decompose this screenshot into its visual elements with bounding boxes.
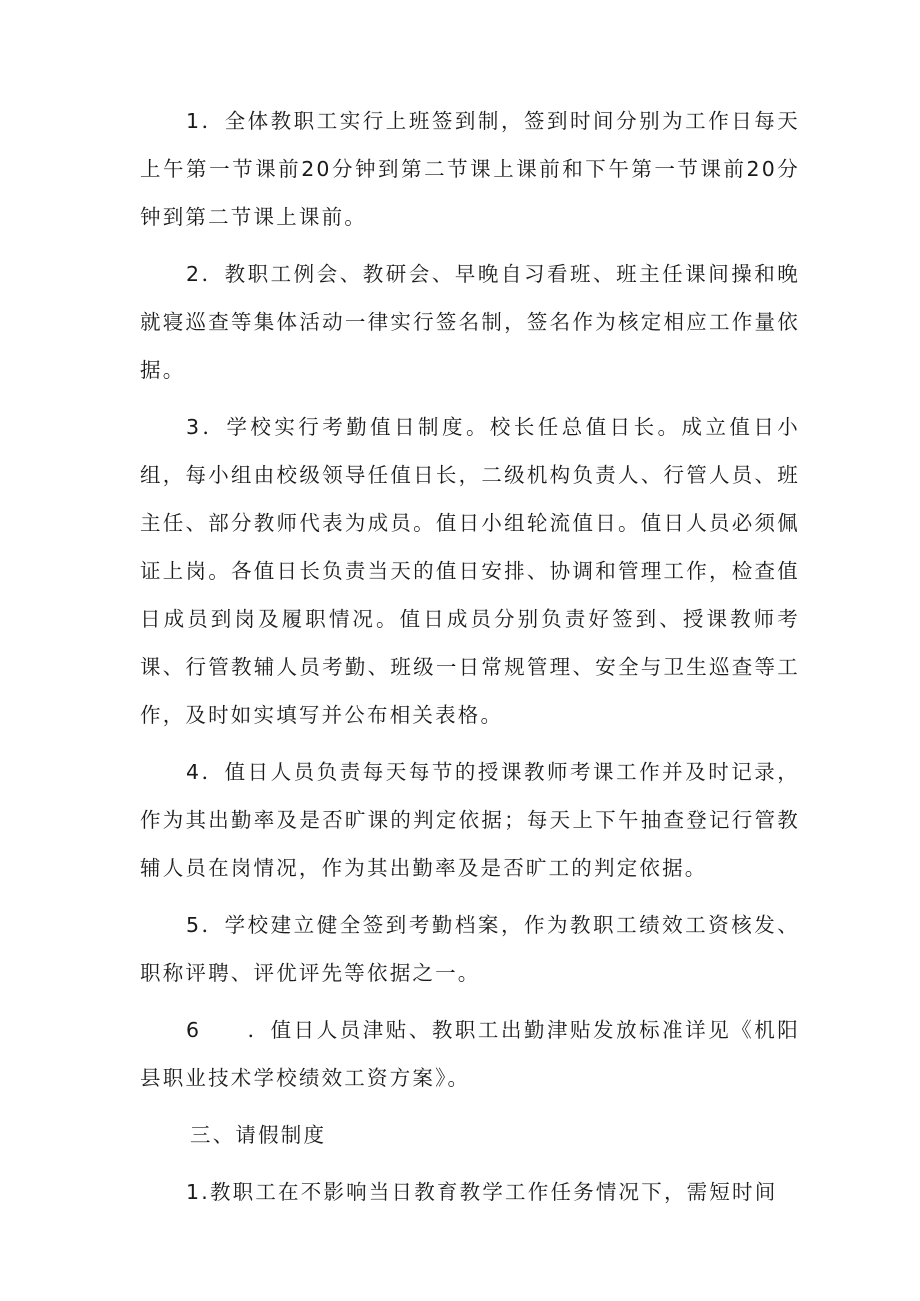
section-heading-leave-system: 三、请假制度 (190, 1123, 327, 1147)
paragraph-duty-system: 3．学校实行考勤值日制度。校长任总值日长。成立值日小组，每小组由校级领导任值日长，二级机构负责人、行管人员、班主任、部分教师代表为成员。值日小组轮流值日。值日人员必须佩证上岗。各值日长负责当天的值日安排、协调和管理工作，检查值日成员到岗及履职情况。值日成员分别负责好签到、授课教师考课、行管教辅人员考勤、班级一日常规管理、安全与卫生巡查等工作，及时如实填写并公布相关表格。 (140, 415, 800, 727)
paragraph-sign-in-rule: 1．全体教职工实行上班签到制，签到时间分别为工作日每天上午第一节课前20分钟到第二节课上课前和下午第一节课前20分钟到第二节课上课前。 (140, 109, 800, 229)
paragraph-duty-staff-records: 4．值日人员负责每天每节的授课教师考课工作并及时记录，作为其出勤率及是否旷课的判定依据；每天上下午抽查登记行管教辅人员在岗情况，作为其出勤率及是否旷工的判定依据。 (140, 760, 800, 880)
paragraph-leave-rule-1: 1.教职工在不影响当日教育教学工作任务情况下，需短时间 (186, 1180, 778, 1204)
paragraph-allowance-standard: 6 ．值日人员津贴、教职工出勤津贴发放标准详见《机阳县职业技术学校绩效工资方案》。 (140, 1018, 800, 1090)
document-body (140, 97, 800, 1225)
paragraph-attendance-archive: 5．学校建立健全签到考勤档案，作为教职工绩效工资核发、职称评聘、评优评先等依据之一。 (140, 913, 800, 985)
paragraph-signature-rule: 2．教职工例会、教研会、早晚自习看班、班主任课间操和晚就寝巡查等集体活动一律实行签名制，签名作为核定相应工作量依据。 (140, 262, 800, 382)
